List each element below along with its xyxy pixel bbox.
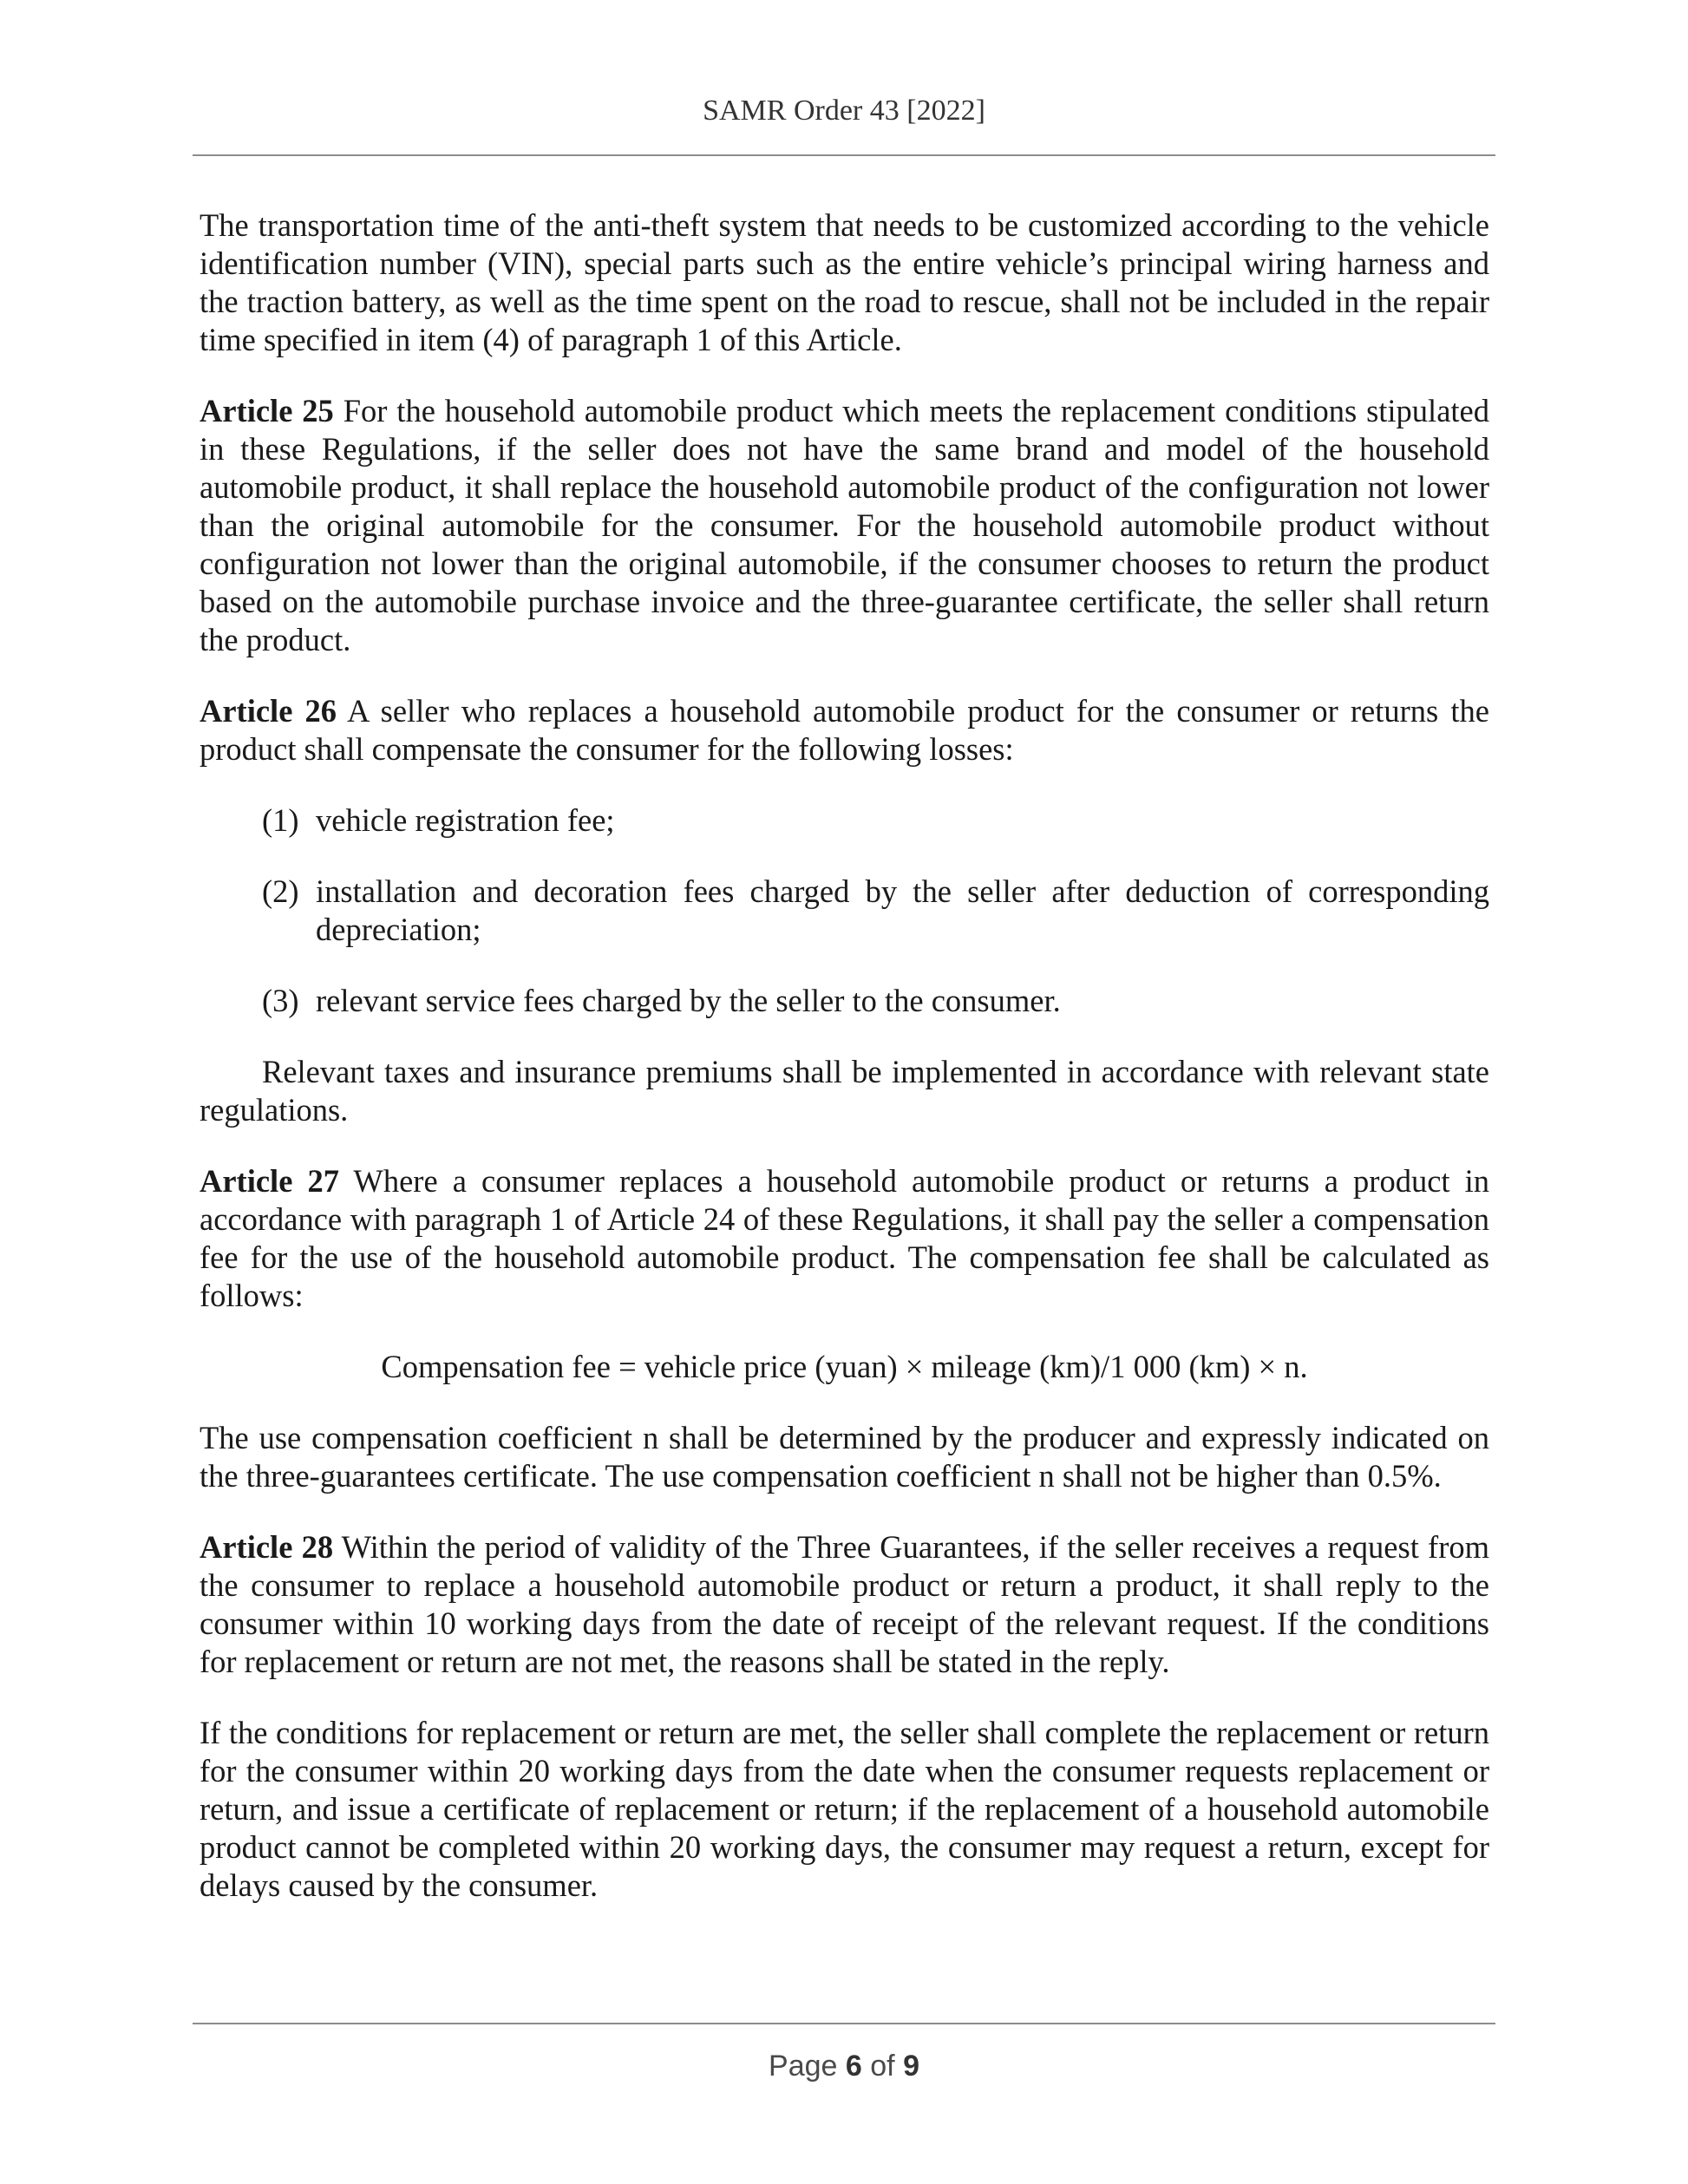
page-footer	[0, 2049, 1688, 2083]
article-26-text: A seller who replaces a household automobile product for the consumer or returns the product shall compensate the consumer for the following losses:	[200, 693, 1489, 767]
list-item	[262, 801, 1489, 840]
article-28-replacement-paragraph: If the conditions for replacement or return are met, the seller shall complete the replacement or return for the consumer within 20 working days from the date when the consumer requests replacement or return, and issue a certificate of replacement or return; if the replacement of a household automobile product cannot be completed within 20 working days, the consumer may request a return, except for delays caused by the consumer.	[200, 1715, 1489, 1903]
list-item-number: (2)	[262, 873, 299, 909]
article-28-text: Within the period of validity of the Three Guarantees, if the seller receives a request from the consumer to replace a household automobile product or return a product, it shall reply to the consumer within 10 working days from the date of receipt of the relevant request. If the conditions for replacement or return are not met, the reasons shall be stated in the reply.	[200, 1529, 1489, 1679]
list-item-number: (1)	[262, 802, 299, 838]
article-28	[200, 1528, 1489, 1681]
article-27	[200, 1162, 1489, 1315]
article-28-label: Article 28	[200, 1529, 334, 1565]
paragraph-continuation: The transportation time of the anti-theft system that needs to be customized according to the vehicle identification number (VIN), special parts such as the entire vehicle’s principal wiring harness and the traction battery, as well as the time spent on the road to rescue, shall not be included in the repair time specified in item (4) of paragraph 1 of this Article.	[200, 207, 1489, 357]
article-26-label: Article 26	[200, 693, 337, 729]
article-25	[200, 392, 1489, 659]
page-total-number: 9	[903, 2050, 919, 2083]
article-25-text: For the household automobile product which meets the replacement conditions stipulated in these Regulations, if the seller does not have the same brand and model of the household automobile product, it shall replace the household automobile product of the configuration not lower than the original automobile for the consumer. For the household automobile product without configuration not lower than the original automobile, if the consumer chooses to return the product based on the automobile purchase invoice and the three-guarantee certificate, the seller shall return the product.	[200, 393, 1489, 657]
list-item	[262, 873, 1489, 949]
article-27-text: Where a consumer replaces a household automobile product or returns a product in accordance with paragraph 1 of Article 24 of these Regulations, it shall pay the seller a compensation fee for the use of the household automobile product. The compensation fee shall be calculated as follows:	[200, 1163, 1489, 1313]
list-item-number: (3)	[262, 983, 299, 1018]
article-27-label: Article 27	[200, 1163, 339, 1199]
footer-divider	[193, 2023, 1495, 2024]
page-word: Page	[769, 2050, 838, 2083]
list-item-text: relevant service fees charged by the seller to the consumer.	[316, 983, 1061, 1018]
header-divider	[193, 154, 1495, 156]
page-current-number: 6	[845, 2050, 862, 2083]
compensation-formula: Compensation fee = vehicle price (yuan) × mileage (km)/1 000 (km) × n.	[381, 1349, 1308, 1384]
article-25-label: Article 25	[200, 393, 334, 428]
list-item-text: installation and decoration fees charged by the seller after deduction of corresponding depreciation;	[316, 873, 1489, 947]
article-26-taxes-paragraph: Relevant taxes and insurance premiums shall be implemented in accordance with relevant state regulations.	[200, 1054, 1489, 1128]
document-body	[200, 206, 1489, 1905]
of-word: of	[870, 2050, 895, 2083]
list-item-text: vehicle registration fee;	[316, 802, 615, 838]
article-27-coefficient-paragraph: The use compensation coefficient n shall be determined by the producer and expressly indicated on the three-guarantees certificate. The use compensation coefficient n shall not be higher than 0.5%.	[200, 1420, 1489, 1494]
list-item	[262, 982, 1489, 1020]
page-header: SAMR Order 43 [2022]	[703, 95, 985, 127]
article-26	[200, 692, 1489, 768]
